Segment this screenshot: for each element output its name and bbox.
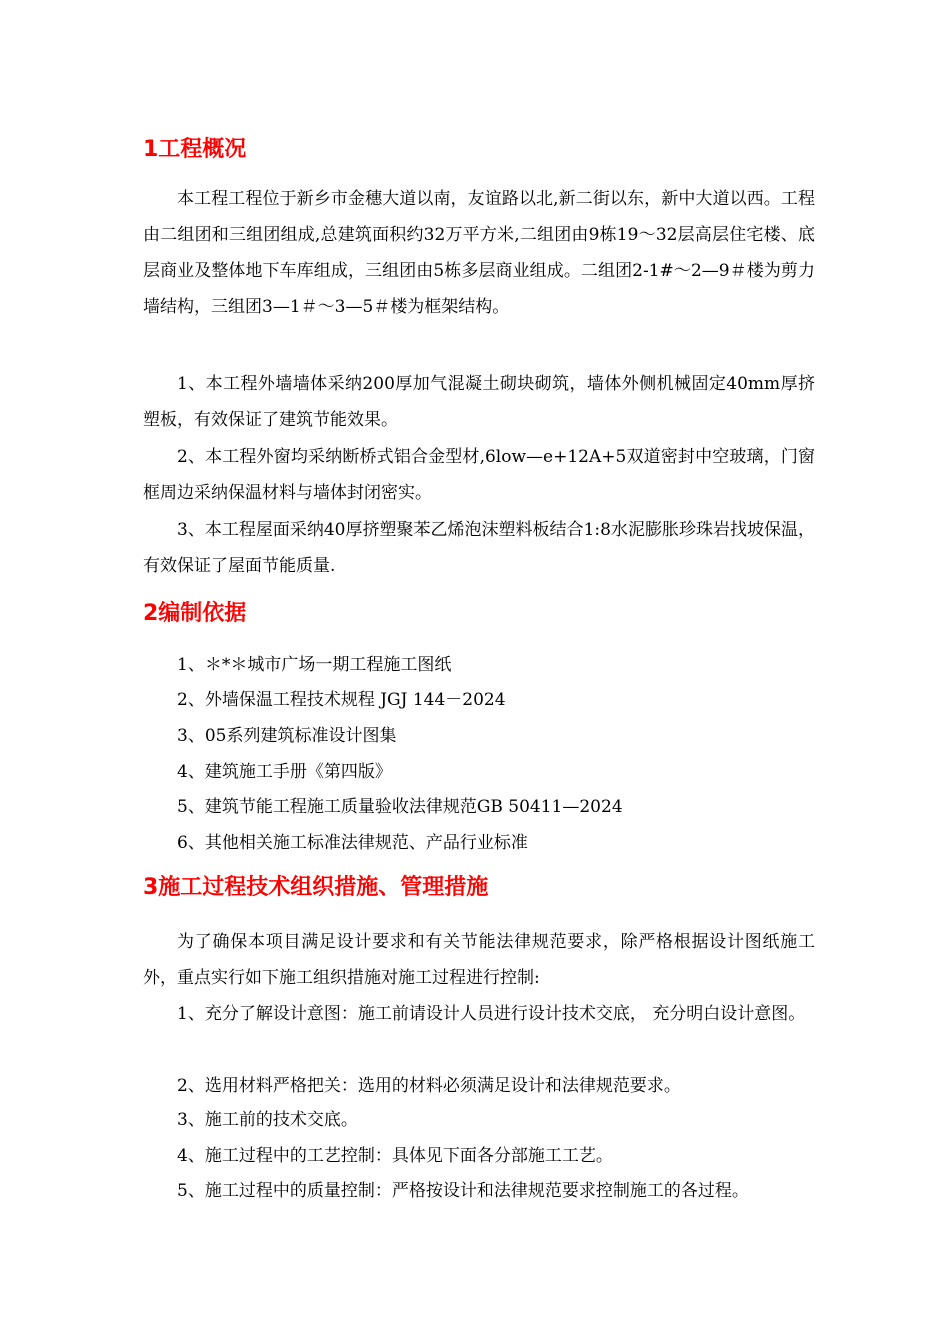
section-2-item-3: 3、05系列建筑标准设计图集 <box>177 726 397 746</box>
section-1-item-3: 3、本工程屋面采纳40厚挤塑聚苯乙烯泡沫塑料板结合1:8水泥膨胀珍珠岩找坡保温，有效保证了屋面节能质量. <box>143 520 815 576</box>
section-2-item-2: 2、外墙保温工程技术规程 JGJ 144－2024 <box>177 690 506 710</box>
section-3-item-2: 2、选用材料严格把关：选用的材料必须满足设计和法律规范要求。 <box>177 1076 681 1096</box>
section-2-heading: 2编制依据 <box>143 601 247 626</box>
section-2-item-5: 5、建筑节能工程施工质量验收法律规范GB 50411—2024 <box>177 797 623 817</box>
section-1-item-2: 2、本工程外窗均采纳断桥式铝合金型材,6low—e+12A+5双道密封中空玻璃，门窗框周边采纳保温材料与墙体封闭密实。 <box>143 447 815 503</box>
section-2-item-1: 1、＊*＊城市广场一期工程施工图纸 <box>177 655 452 675</box>
section-1-intro: 本工程工程位于新乡市金穗大道以南，友谊路以北,新二街以东，新中大道以西。工程由二组团和三组团组成,总建筑面积约32万平方米,二组团由9栋19～32层高层住宅楼、底层商业及整体地下车库组成，三组团由5栋多层商业组成。二组团2-1#～2—9＃楼为剪力墙结构，三组团3—1＃～3—5＃楼为框架结构。 <box>143 189 815 317</box>
section-3-item-3: 3、施工前的技术交底。 <box>177 1110 358 1130</box>
section-3-heading: 3施工过程技术组织措施、管理措施 <box>143 875 489 900</box>
section-3-item-1: 1、充分了解设计意图：施工前请设计人员进行设计技术交底， 充分明白设计意图。 <box>177 1004 806 1024</box>
section-1-heading: 1工程概况 <box>143 137 247 162</box>
section-3-item-5: 5、施工过程中的质量控制：严格按设计和法律规范要求控制施工的各过程。 <box>177 1181 749 1201</box>
section-3-item-4: 4、施工过程中的工艺控制：具体见下面各分部施工工艺。 <box>177 1146 613 1166</box>
section-1-item-1: 1、本工程外墙墙体采纳200厚加气混凝土砌块砌筑，墙体外侧机械固定40mm厚挤塑板，有效保证了建筑节能效果。 <box>143 374 815 430</box>
section-2-item-4: 4、建筑施工手册《第四版》 <box>177 762 392 782</box>
section-3-intro: 为了确保本项目满足设计要求和有关节能法律规范要求，除严格根据设计图纸施工外，重点实行如下施工组织措施对施工过程进行控制: <box>143 932 815 988</box>
section-2-item-6: 6、其他相关施工标准法律规范、产品行业标准 <box>177 833 528 853</box>
